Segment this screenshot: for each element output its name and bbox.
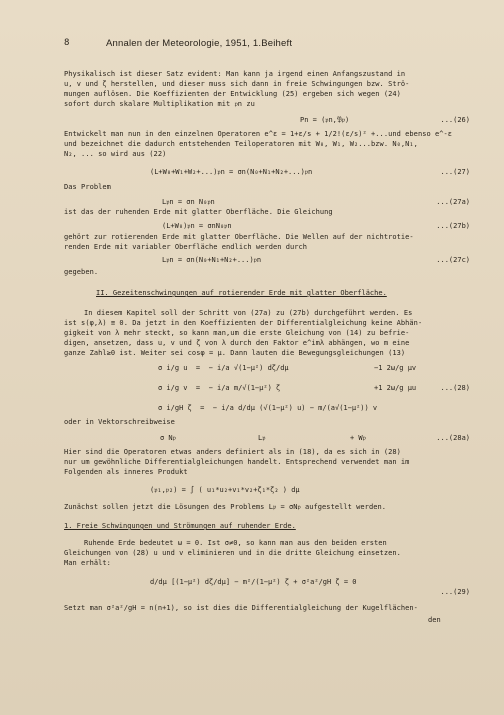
equation-29: d/dμ [(1−μ²) dζ/dμ] − m²/(1−μ²) ζ + σ²a²/gH ζ = 0 bbox=[150, 578, 357, 586]
text-line: u, v und ζ herstellen, und dieser muss sich dann in freie Schwingungen bzw. Strö- bbox=[64, 80, 410, 88]
text-line: ganze Zahl≥0 ist. Weiter sei cosφ = μ. Dann lauten die Bewegungsgleichungen (13) bbox=[64, 349, 406, 357]
running-title: Annalen der Meteorologie, 1951, 1.Beiheft bbox=[106, 38, 293, 49]
text-line: gigkeit von λ mehr steckt, so kann man,um die erste Gleichung von (14) zu befrie- bbox=[64, 329, 410, 337]
text-line: Folgenden als inneres Produkt bbox=[64, 468, 188, 476]
text-line: Setzt man σ²a²/gH = n(n+1), so ist dies die Differentialgleichung der Kugelflächen- bbox=[64, 604, 418, 612]
text-line: Das Problem bbox=[64, 183, 111, 191]
text-line: mungen auflösen. Die Koeffizienten der Entwicklung (25) ergeben sich wegen (24) bbox=[64, 90, 401, 98]
subsection-heading: 1. Freie Schwingungen und Strömungen auf ruhender Erde. bbox=[64, 522, 296, 530]
text-line: den bbox=[428, 616, 441, 624]
text-line: oder in Vektorschreibweise bbox=[64, 418, 175, 426]
motion-equation-2-term: +1 2ω/g μu bbox=[374, 384, 417, 392]
page-number: 8 bbox=[64, 38, 70, 48]
equation-number: ...(26) bbox=[440, 116, 470, 124]
text-line: gehört zur rotierenden Erde mit glatter Oberfläche. Die Wellen auf der nichtrotie- bbox=[64, 233, 414, 241]
text-line: ist das der ruhenden Erde mit glatter Oberfläche. Die Gleichung bbox=[64, 208, 333, 216]
equation-27a: L𝔭n = σn N₀𝔭n bbox=[162, 198, 215, 206]
equation-number: ...(27b) bbox=[436, 222, 470, 230]
equation-number: ...(28) bbox=[440, 384, 470, 392]
vector-eq-right: + W𝔭 bbox=[350, 434, 366, 442]
equation-number: ...(29) bbox=[440, 588, 470, 596]
vector-eq-left: σ N𝔭 bbox=[160, 434, 176, 442]
section-heading: II. Gezeitenschwingungen auf rotierender Erde mit glatter Oberfläche. bbox=[96, 289, 387, 297]
text-line: ist s(φ,λ) ≡ 0. Da jetzt in den Koeffizienten der Differentialgleichung keine Abhän- bbox=[64, 319, 423, 327]
text-line: Physikalisch ist dieser Satz evident: Man kann ja irgend einen Anfangszustand in bbox=[64, 70, 406, 78]
text-line: Gleichungen von (28) u und v eliminieren und in die dritte Gleichung einsetzen. bbox=[64, 549, 401, 557]
motion-equation-3: σ i/gH ζ = − i/a d/dμ (√(1−μ²) u) − m/(a√(1−μ²)) v bbox=[158, 404, 378, 412]
equation-27c: L𝔭n = σn(N₀+N₁+N₂+...)𝔭n bbox=[162, 256, 262, 264]
equation-number: ...(27) bbox=[440, 168, 470, 176]
text-line: sofort durch skalare Multiplikation mit 𝔭n zu bbox=[64, 100, 255, 108]
text-line: Hier sind die Operatoren etwas anders definiert als in (18), da es sich in (28) bbox=[64, 448, 401, 456]
motion-equation-1-term: −1 2ω/g μv bbox=[374, 364, 417, 372]
text-line: gegeben. bbox=[64, 268, 99, 276]
motion-equation-1: σ i/g u = − i/a √(1−μ²) dζ/dμ bbox=[158, 364, 289, 372]
vector-eq-mid: L𝔭 bbox=[258, 434, 266, 442]
text-line: Ruhende Erde bedeutet ω = 0. Ist σ≠0, so kann man aus den beiden ersten bbox=[84, 539, 387, 547]
equation-number: ...(28a) bbox=[436, 434, 470, 442]
motion-equation-2: σ i/g v = − i/a m/√(1−μ²) ζ bbox=[158, 384, 281, 392]
equation-number: ...(27a) bbox=[436, 198, 470, 206]
text-line: nur um gewöhnliche Differentialgleichungen handelt. Entsprechend verwendet man im bbox=[64, 458, 410, 466]
text-line: In diesem Kapitel soll der Schritt von (27a) zu (27b) durchgeführt werden. Es bbox=[84, 309, 413, 317]
equation-27: (L+W₀+W₁+W₂+...)𝔭n = σn(N₀+N₁+N₂+...)𝔭n bbox=[150, 168, 313, 176]
text-line: und bezeichnet die dadurch entstehenden Teiloperatoren mit W₀, W₁, W₂...bzw. N₀,N₁, bbox=[64, 140, 418, 148]
inner-product: (𝔭₁,𝔭₂) = ∫ ( u₁*u₂+v₁*v₂+ζ₁*ζ₂ ) dμ bbox=[150, 486, 300, 494]
text-line: Zunächst sollen jetzt die Lösungen des Problems L𝔭 = σN𝔭 aufgestellt werden. bbox=[64, 503, 387, 511]
text-line: renden Erde mit variabler Oberfläche endlich werden durch bbox=[64, 243, 308, 251]
equation-number: ...(27c) bbox=[436, 256, 470, 264]
equation-27b: (L+W₀)𝔭n = σnN₀𝔭n bbox=[162, 222, 232, 230]
text-line: digen, ansetzen, dass u, v und ζ von λ durch den Faktor e^imλ abhängen, wo m eine bbox=[64, 339, 410, 347]
text-line: Man erhält: bbox=[64, 559, 111, 567]
equation-26: Pn = (𝔭n,𝔓𝔭) bbox=[300, 116, 350, 124]
text-line: N₂, ... so wird aus (22) bbox=[64, 150, 167, 158]
text-line: Entwickelt man nun in den einzelnen Operatoren e^ε = 1+ε/s + 1/2!(ε/s)² +...und ebenso e^-ε bbox=[64, 130, 453, 138]
